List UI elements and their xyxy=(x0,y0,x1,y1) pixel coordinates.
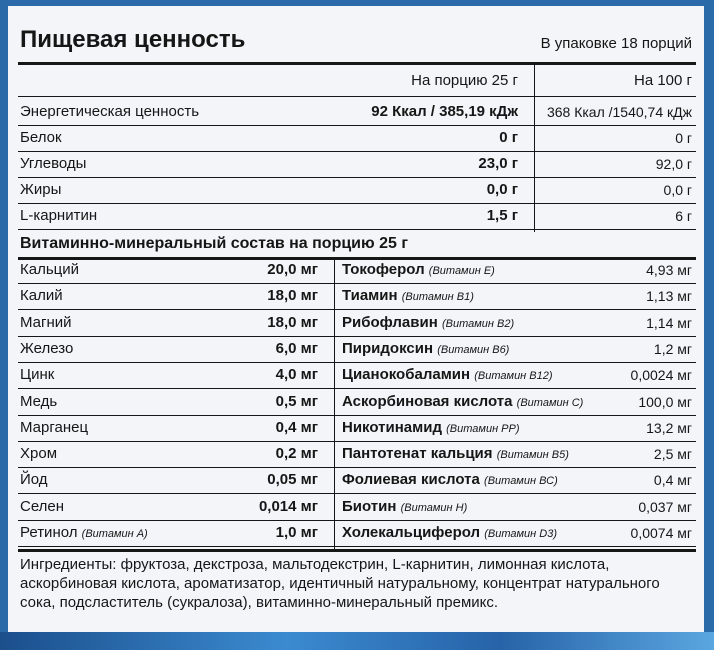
column-divider xyxy=(334,258,335,550)
mineral-name-label: Йод xyxy=(20,471,48,489)
nutrient-name: Углеводы xyxy=(20,155,87,172)
mineral-value: 0,014 мг xyxy=(258,497,318,515)
nutrient-per100-value: 0 г xyxy=(675,130,692,146)
vitamin-name xyxy=(342,261,495,278)
divider xyxy=(18,441,696,442)
column-divider xyxy=(534,64,535,232)
nutrient-serving-value: 0 г xyxy=(499,129,518,146)
divider xyxy=(18,283,696,284)
vitamin-name-label: Цианокобаламин xyxy=(342,366,471,384)
vitamin-note: (Витамин В2) xyxy=(441,317,515,330)
vitamin-note: (Витамин В5) xyxy=(496,449,569,462)
mineral-name-label: Селен xyxy=(20,497,65,515)
divider xyxy=(18,203,696,204)
mineral-value: 20,0 мг xyxy=(267,261,318,278)
column-header-100g: На 100 г xyxy=(633,72,692,89)
vitamin-value: 13,2 мг xyxy=(646,419,692,436)
nutrient-per100-value: 368 Ккал /1540,74 кДж xyxy=(546,104,692,120)
divider xyxy=(18,546,696,547)
mineral-name-label: Хром xyxy=(20,445,58,463)
vitamin-note: (Витамин С) xyxy=(516,396,584,409)
nutrient-serving-value: 23,0 г xyxy=(478,155,518,172)
divider xyxy=(18,151,696,152)
mineral-name xyxy=(20,471,48,488)
nutrient-name: L-карнитин xyxy=(20,207,98,224)
divider xyxy=(18,362,696,363)
vitamin-name-label: Аскорбиновая кислота xyxy=(342,392,513,410)
vitamin-name-label: Биотин xyxy=(342,497,397,515)
mineral-name-label: Магний xyxy=(20,313,72,331)
vitamin-value: 4,93 мг xyxy=(646,262,692,278)
mineral-name-label: Медь xyxy=(20,392,58,410)
vitamin-name-label: Токоферол xyxy=(342,261,425,278)
nutrient-serving-value: 92 Ккал / 385,19 кДж xyxy=(371,103,518,120)
divider xyxy=(18,125,696,126)
vitamin-value: 0,4 мг xyxy=(653,472,692,489)
mineral-name xyxy=(20,393,57,410)
vitamin-name xyxy=(342,340,509,357)
nutrient-name: Жиры xyxy=(20,181,62,198)
ingredients-line: аскорбиновая кислота, ароматизатор, идентичный натуральному, концентрат натурального xyxy=(20,575,660,592)
vitamin-value: 0,0074 мг xyxy=(630,525,692,541)
nutrient-name: Белок xyxy=(20,129,62,146)
vitamin-note: (Витамин ВС) xyxy=(484,475,558,488)
divider xyxy=(18,336,696,337)
nutrient-per100-value: 0,0 г xyxy=(663,182,692,198)
mineral-value: 6,0 мг xyxy=(275,339,318,357)
column-header-serving: На порцию 25 г xyxy=(411,72,518,89)
divider xyxy=(18,493,696,494)
divider xyxy=(18,467,696,468)
vitamin-value: 100,0 мг xyxy=(638,393,692,410)
vitamin-value: 0,037 мг xyxy=(638,498,692,515)
nutrition-label xyxy=(8,6,704,638)
vitamin-note: (Витамин В12) xyxy=(474,370,553,383)
mineral-name xyxy=(20,445,57,462)
vitamin-name-label: Пиридоксин xyxy=(342,339,434,357)
divider xyxy=(18,62,696,65)
nutrient-per100-value: 92,0 г xyxy=(655,156,692,172)
mineral-value: 18,0 мг xyxy=(267,287,318,305)
divider xyxy=(18,549,696,552)
vitamin-name xyxy=(342,366,553,383)
vitamin-value: 1,14 мг xyxy=(646,314,692,331)
vitamin-note: (Витамин В1) xyxy=(401,291,474,304)
nutrient-serving-value: 0,0 г xyxy=(486,181,518,198)
divider xyxy=(18,520,696,521)
ingredients-line: Ингредиенты: фруктоза, декстроза, мальтодекстрин, L-карнитин, лимонная кислота, xyxy=(20,556,610,573)
mineral-name-label: Марганец xyxy=(20,418,89,436)
mineral-name-label: Ретинол xyxy=(20,524,78,541)
vitamin-name xyxy=(342,471,558,488)
mineral-name xyxy=(20,524,148,541)
vitamin-note: (Витамин РР) xyxy=(446,422,520,435)
vitamin-name-label: Холекальциферол xyxy=(342,524,481,541)
vitamin-name-label: Фолиевая кислота xyxy=(342,471,480,489)
vitamin-note: (Витамин Н) xyxy=(400,501,468,514)
mineral-name xyxy=(20,366,54,383)
vitamin-name-label: Никотинамид xyxy=(342,418,442,436)
divider xyxy=(18,309,696,310)
mineral-value: 0,4 мг xyxy=(275,418,318,436)
divider xyxy=(18,257,696,260)
mineral-name xyxy=(20,498,64,515)
divider xyxy=(18,96,696,97)
mineral-value: 0,5 мг xyxy=(275,392,318,410)
mineral-value: 1,0 мг xyxy=(275,524,318,541)
divider xyxy=(18,229,696,230)
section-title: Витаминно-минеральный состав на порцию 25 г xyxy=(20,235,409,252)
vitamin-name xyxy=(342,524,557,541)
vitamin-name xyxy=(342,419,520,436)
divider xyxy=(18,388,696,389)
mineral-name-label: Калий xyxy=(20,287,63,305)
mineral-name xyxy=(20,419,88,436)
vitamin-name-label: Пантотенат кальция xyxy=(342,445,493,463)
vitamin-name xyxy=(342,314,514,331)
mineral-name xyxy=(20,340,73,357)
vitamin-value: 1,13 мг xyxy=(646,288,692,305)
mineral-value: 18,0 мг xyxy=(267,313,318,331)
package-background-strip xyxy=(0,632,714,650)
nutrient-serving-value: 1,5 г xyxy=(486,207,518,224)
mineral-name-label: Цинк xyxy=(20,366,55,384)
vitamin-name xyxy=(342,287,474,304)
mineral-name-label: Железо xyxy=(20,339,74,357)
mineral-value: 0,05 мг xyxy=(267,471,318,489)
vitamin-name xyxy=(342,445,569,462)
vitamin-name xyxy=(342,393,583,410)
vitamin-note: (Витамин D3) xyxy=(484,528,558,540)
vitamin-name xyxy=(342,498,467,515)
vitamin-note: (Витамин В6) xyxy=(437,343,510,356)
package-servings: В упаковке 18 порций xyxy=(540,35,692,52)
vitamin-value: 1,2 мг xyxy=(653,340,692,357)
vitamin-note: (Витамин Е) xyxy=(428,265,495,277)
nutrient-per100-value: 6 г xyxy=(675,208,692,224)
ingredients xyxy=(20,555,700,612)
mineral-name xyxy=(20,287,63,304)
mineral-name xyxy=(20,261,79,278)
mineral-note: (Витамин А) xyxy=(81,528,148,540)
mineral-name-label: Кальций xyxy=(20,261,79,278)
mineral-value: 4,0 мг xyxy=(275,366,318,384)
ingredients-line: сока, подсластитель (сукралоза), витаминно-минеральный премикс. xyxy=(20,594,499,611)
vitamin-value: 0,0024 мг xyxy=(630,367,692,384)
mineral-name xyxy=(20,314,72,331)
vitamin-value: 2,5 мг xyxy=(653,446,692,463)
page-title: Пищевая ценность xyxy=(20,26,246,53)
vitamin-name-label: Рибофлавин xyxy=(342,313,438,331)
nutrient-name: Энергетическая ценность xyxy=(20,103,200,120)
divider xyxy=(18,415,696,416)
vitamin-name-label: Тиамин xyxy=(342,287,398,305)
mineral-value: 0,2 мг xyxy=(275,445,318,463)
divider xyxy=(18,177,696,178)
